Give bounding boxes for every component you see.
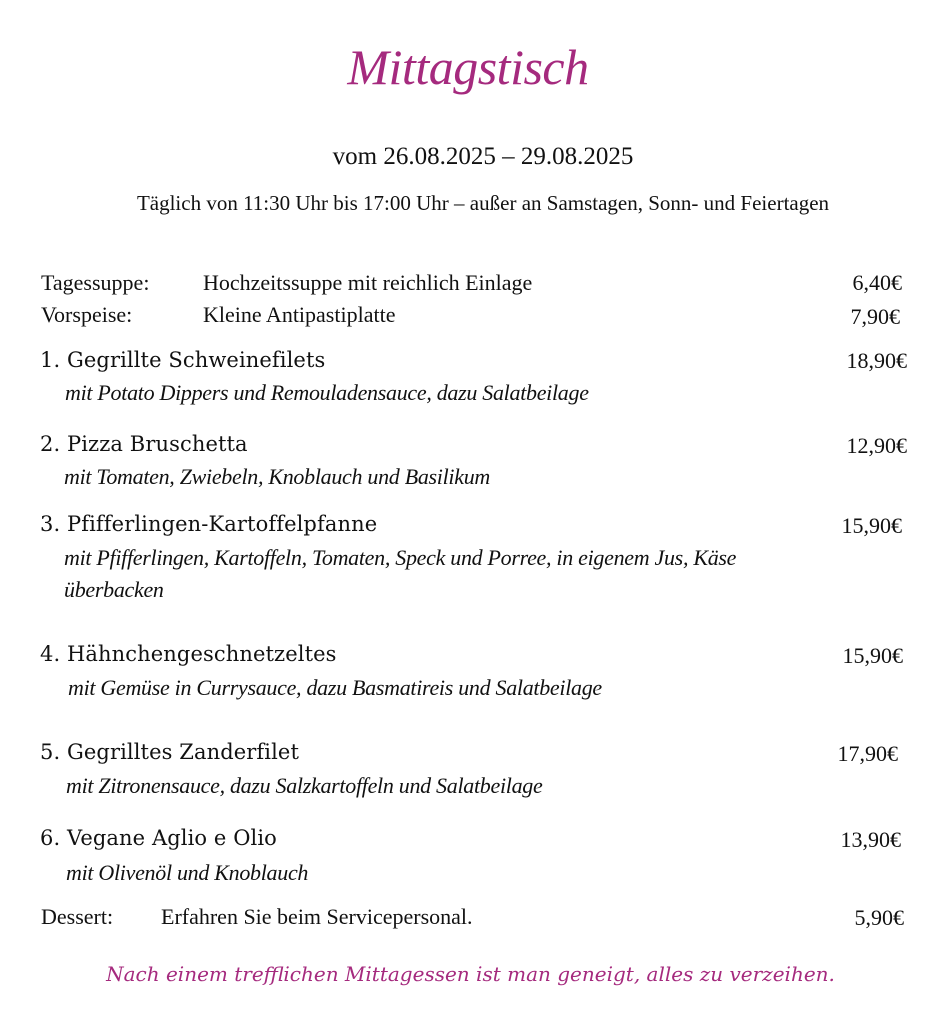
dessert-label: Dessert: bbox=[41, 904, 114, 929]
menu-title: Mittagstisch bbox=[347, 39, 589, 95]
dish-price-3: 15,90€ bbox=[841, 513, 902, 538]
dish-desc-1: mit Potato Dippers und Remouladensauce, dazu Salatbeilage bbox=[65, 380, 589, 405]
dish-desc-4: mit Gemüse in Currysauce, dazu Basmatireis und Salatbeilage bbox=[68, 675, 602, 700]
starter-price-soup: 6,40€ bbox=[852, 270, 902, 295]
dish-price-2: 12,90€ bbox=[846, 433, 907, 458]
dish-price-4: 15,90€ bbox=[842, 643, 903, 668]
dish-desc-3-line2: überbacken bbox=[64, 577, 164, 602]
dish-price-6: 13,90€ bbox=[840, 827, 901, 852]
starter-price-appetizer: 7,90€ bbox=[850, 304, 900, 329]
dish-price-5: 17,90€ bbox=[837, 741, 898, 766]
dish-desc-3-line1: mit Pfifferlingen, Kartoffeln, Tomaten, Speck und Porree, in eigenem Jus, Käse bbox=[64, 545, 737, 570]
starter-name-soup: Hochzeitssuppe mit reichlich Einlage bbox=[203, 270, 533, 295]
dessert-name: Erfahren Sie beim Servicepersonal. bbox=[161, 904, 473, 929]
dish-title-4: 4. Hähnchengeschnetzeltes bbox=[40, 642, 337, 666]
dessert-price: 5,90€ bbox=[854, 905, 904, 930]
footer-quote: Nach einem trefflichen Mittagessen ist man geneigt, alles zu verzeihen. bbox=[106, 962, 835, 986]
dish-title-5: 5. Gegrilltes Zanderfilet bbox=[40, 740, 299, 764]
starter-name-appetizer: Kleine Antipastiplatte bbox=[203, 302, 396, 327]
dish-price-1: 18,90€ bbox=[846, 348, 907, 373]
starter-label-soup: Tagessuppe: bbox=[41, 270, 150, 295]
dish-title-3: 3. Pfifferlingen-Kartoffelpfanne bbox=[40, 512, 378, 536]
date-range: vom 26.08.2025 – 29.08.2025 bbox=[332, 143, 634, 170]
dish-desc-6: mit Olivenöl und Knoblauch bbox=[66, 860, 309, 885]
dish-title-2: 2. Pizza Bruschetta bbox=[40, 432, 248, 456]
dish-title-6: 6. Vegane Aglio e Olio bbox=[40, 826, 277, 850]
starter-label-appetizer: Vorspeise: bbox=[41, 302, 133, 327]
dish-desc-2: mit Tomaten, Zwiebeln, Knoblauch und Basilikum bbox=[64, 464, 490, 489]
dish-desc-5: mit Zitronensauce, dazu Salzkartoffeln und Salatbeilage bbox=[66, 773, 543, 798]
opening-hours: Täglich von 11:30 Uhr bis 17:00 Uhr – außer an Samstagen, Sonn- und Feiertagen bbox=[136, 191, 830, 215]
dish-title-1: 1. Gegrillte Schweinefilets bbox=[40, 348, 326, 372]
